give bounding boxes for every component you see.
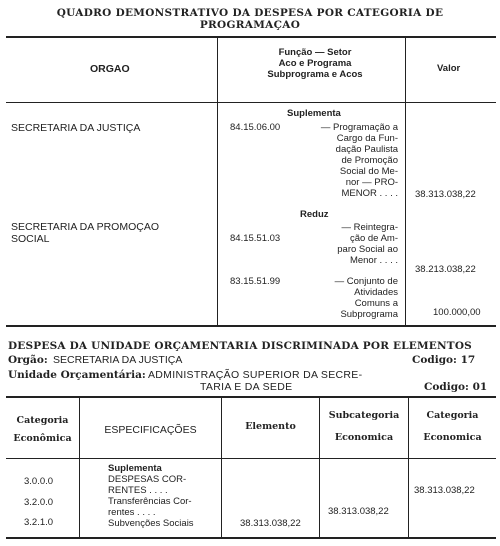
table-bottom-rule xyxy=(6,537,496,539)
quadro-col-divider-2 xyxy=(405,38,406,325)
program-desc-3: — Conjunto de Atividades Comuns a Subprograma xyxy=(334,276,398,320)
codigo-unidade: Codigo: 01 xyxy=(424,381,488,393)
th-catecon-line2: Economica xyxy=(423,432,482,443)
orgao-secretaria-promocao-line2: SOCIAL xyxy=(11,233,50,245)
program-code-1: 84.15.06.00 xyxy=(230,122,281,133)
spec-despesas-line2: RENTES . . . . xyxy=(108,485,168,496)
th-catecon-line1: Categoria xyxy=(426,410,479,421)
header-orgao: ORGAO xyxy=(90,63,130,75)
orgao-secretaria-justica: SECRETARIA DA JUSTIÇA xyxy=(11,122,141,134)
program-code-2: 84.15.51.03 xyxy=(230,233,281,244)
value-1: 38.313.038,22 xyxy=(415,189,476,200)
th-categoria-line2: Econômica xyxy=(13,433,72,444)
unidade-value-line1: ADMINISTRAÇÃO SUPERIOR DA SECRE- xyxy=(148,369,363,381)
spec-transferencias-line2: rentes . . . . xyxy=(108,507,156,518)
orgao-value: SECRETARIA DA JUSTIÇA xyxy=(53,354,183,366)
spec-despesas-line1: DESPESAS COR- xyxy=(108,474,187,485)
quadro-title-line2: PROGRAMAÇAO xyxy=(199,19,301,31)
program-desc-2: — Reintegra- ção de Am- paro Social ao Menor . . . . xyxy=(337,222,398,266)
quadro-title-line1: QUADRO DEMONSTRATIVO DA DESPESA POR CATEGORIA DE xyxy=(56,7,444,19)
program-desc-1: — Programação a Cargo da Fun- dação Paulista de Promoção Social do Me- nor — PRO- MENOR . . . . xyxy=(320,122,398,199)
header-funcao-line2: Aco e Programa xyxy=(278,58,352,69)
th-especificacoes: ESPECIFICAÇÕES xyxy=(104,424,197,436)
orgao-label: Orgão: xyxy=(8,354,48,366)
orgao-secretaria-promocao-line1: SECRETARIA DA PROMOÇAO xyxy=(11,221,159,233)
th-subcategoria-line1: Subcategoria xyxy=(328,410,400,421)
program-code-3: 83.15.51.99 xyxy=(230,276,281,287)
quadro-header-bottom-rule xyxy=(6,102,496,103)
table-col-divider-1 xyxy=(79,398,80,537)
value-elemento: 38.313.038,22 xyxy=(240,518,301,529)
spec-suplementa: Suplementa xyxy=(108,463,162,474)
header-funcao-line1: Função — Setor xyxy=(278,47,352,58)
spec-transferencias-line1: Transferências Cor- xyxy=(108,496,192,507)
value-3: 100.000,00 xyxy=(433,307,481,318)
quadro-bottom-rule xyxy=(6,325,496,327)
header-valor: Valor xyxy=(437,63,461,74)
th-subcategoria-line2: Economica xyxy=(334,432,394,443)
code-3000: 3.0.0.0 xyxy=(24,476,54,487)
table-col-divider-2 xyxy=(221,398,222,537)
label-suplementa: Suplementa xyxy=(287,108,341,119)
value-2: 38.213.038,22 xyxy=(415,264,476,275)
spec-subvencoes: Subvenções Sociais xyxy=(108,518,194,529)
quadro-col-divider-1 xyxy=(217,38,218,325)
code-3200: 3.2.0.0 xyxy=(24,497,54,508)
unidade-value-line2: TARIA E DA SEDE xyxy=(200,381,293,393)
value-subcategoria: 38.313.038,22 xyxy=(328,506,389,517)
despesa-title: DESPESA DA UNIDADE ORÇAMENTARIA DISCRIMINADA POR ELEMENTOS xyxy=(8,340,472,352)
value-categoria-economica: 38.313.038,22 xyxy=(414,485,475,496)
quadro-top-rule xyxy=(6,36,496,38)
th-elemento: Elemento xyxy=(245,421,296,432)
unidade-label: Unidade Orçamentária: xyxy=(8,369,146,381)
th-categoria-line1: Categoria xyxy=(16,415,69,426)
label-reduz: Reduz xyxy=(300,209,329,220)
header-funcao-line3: Subprograma e Acos xyxy=(267,69,363,80)
codigo-orgao: Codigo: 17 xyxy=(412,354,476,366)
code-3210: 3.2.1.0 xyxy=(24,517,54,528)
